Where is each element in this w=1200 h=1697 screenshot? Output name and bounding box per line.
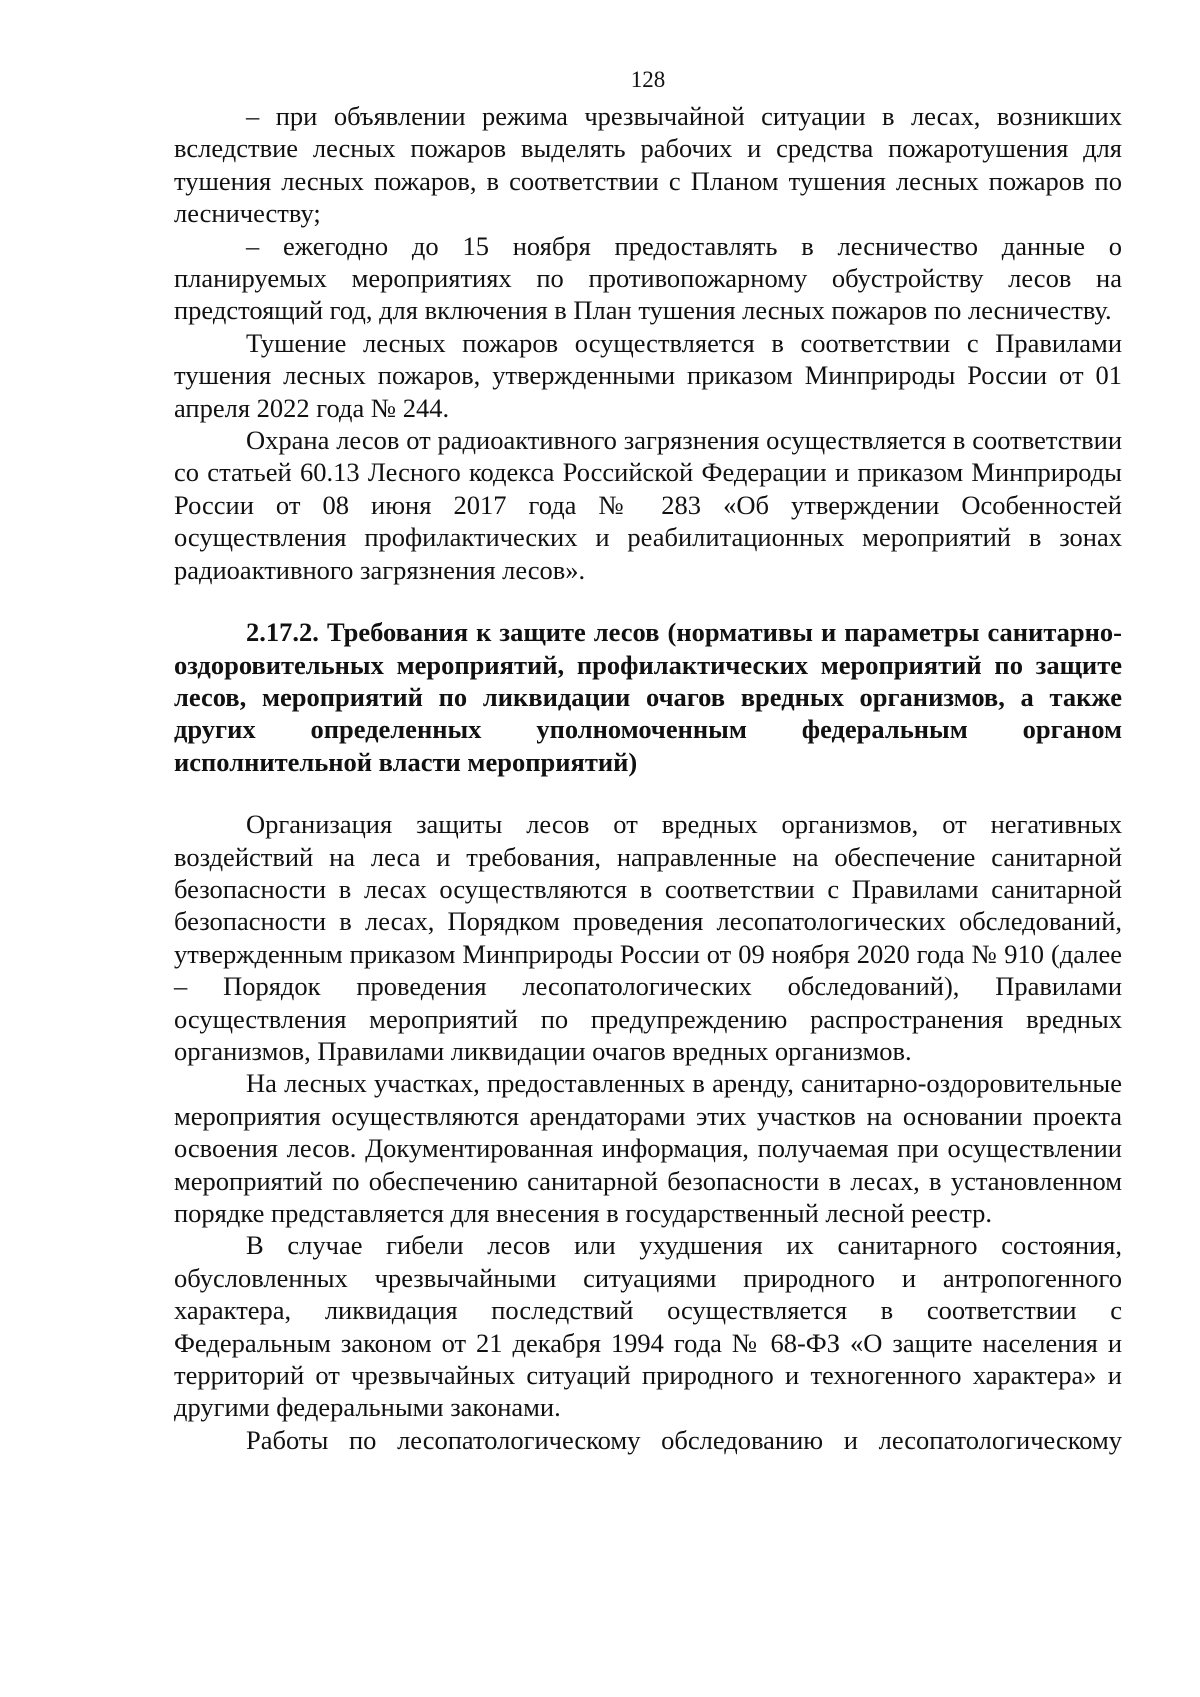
paragraph-survey-works: Работы по лесопатологическому обследованию и лесопатологическому <box>246 1424 1122 1455</box>
paragraph-fire-emergency: – при объявлении режима чрезвычайной ситуации в лесах, возникших вследствие лесных пожаров выделять рабочих и средства пожаротушения для тушения лесных пожаров, в соответствии с Планом тушения лесных пожаров по лесничеству; <box>174 101 1122 229</box>
paragraph-emergency-consequences: В случае гибели лесов или ухудшения их санитарного состояния, обусловленных чрезвычайными ситуациями природного и антропогенного характера, ликвидация последствий осуществляется в соответствии с Федеральным законом от 21 декабря 1994 года № 68-ФЗ «О защите населения и территорий от чрезвычайных ситуаций природного и техногенного характера» и другими федеральными законами. <box>174 1230 1122 1423</box>
section-heading-forest-protection: 2.17.2. Требования к защите лесов (нормативы и параметры санитарно-оздоровительных мероприятий, профилактических мероприятий по защите лесов, мероприятий по ликвидации очагов вредных организмов, а также других определенных уполномоченным федеральным органом исполнительной власти мероприятий) <box>174 617 1122 777</box>
paragraph-protection-organization: Организация защиты лесов от вредных организмов, от негативных воздействий на леса и требования, направленные на обеспечение санитарной безопасности в лесах осуществляются в соответствии с Правилами санитарной безопасности в лесах, Порядком проведения лесопатологических обследований, утвержденным приказом Минприроды России от 09 ноября 2020 года № 910 (далее – Порядок проведения лесопатологических обследований), Правилами осуществления мероприятий по предупреждению распространения вредных организмов, Правилами ликвидации очагов вредных организмов. <box>174 809 1122 1066</box>
paragraph-annual-report: – ежегодно до 15 ноября предоставлять в лесничество данные о планируемых мероприятиях по противопожарному обустройству лесов на предстоящий год, для включения в План тушения лесных пожаров по лесничеству. <box>174 230 1122 326</box>
document-page <box>174 64 1122 1456</box>
page-number: 128 <box>630 67 666 92</box>
paragraph-fire-extinguishing-rules: Тушение лесных пожаров осуществляется в соответствии с Правилами тушения лесных пожаров, утвержденными приказом Минприроды России от 01 апреля 2022 года № 244. <box>174 327 1122 423</box>
paragraph-leased-plots: На лесных участках, предоставленных в аренду, санитарно-оздоровительные мероприятия осуществляются арендаторами этих участков на основании проекта освоения лесов. Документированная информация, получаемая при осуществлении мероприятий по обеспечению санитарной безопасности в лесах, в установленном порядке представляется для внесения в государственный лесной реестр. <box>174 1068 1122 1228</box>
paragraph-radioactive-protection: Охрана лесов от радиоактивного загрязнения осуществляется в соответствии со статьей 60.13 Лесного кодекса Российской Федерации и приказом Минприроды России от 08 июня 2017 года № 283 «Об утверждении Особенностей осуществления профилактических и реабилитационных мероприятий в зонах радиоактивного загрязнения лесов». <box>174 425 1122 585</box>
